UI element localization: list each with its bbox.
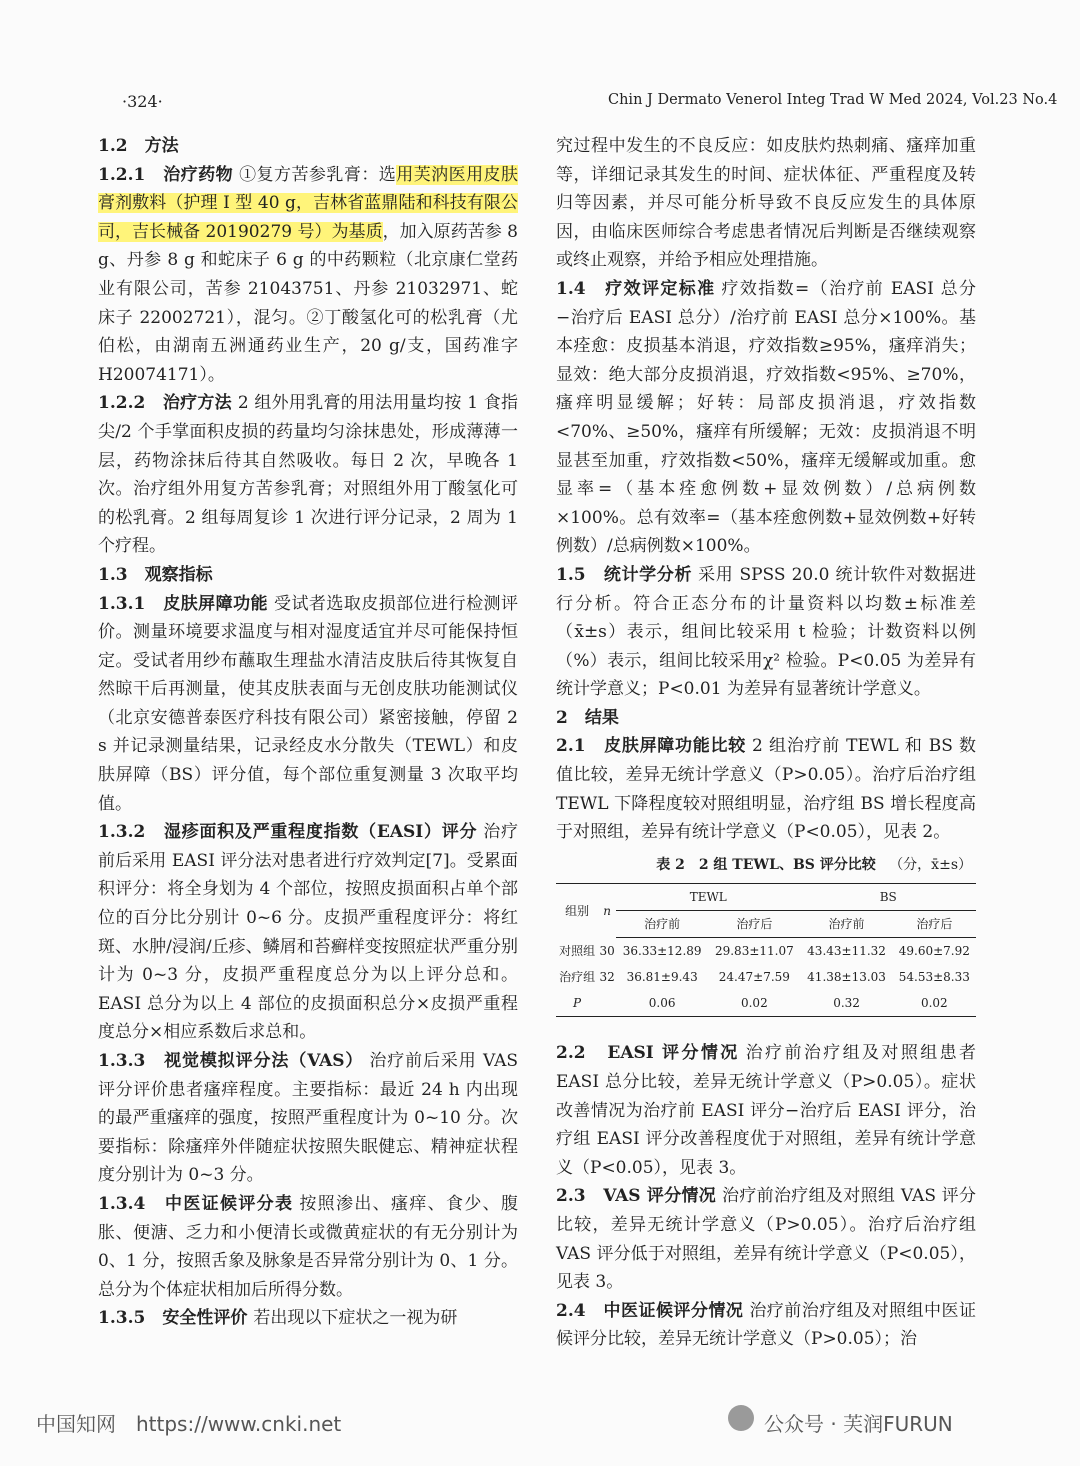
section-1-3: 1.3 观察指标 (98, 564, 213, 585)
text: 2 组外用乳膏的用法用量均按 1 食指尖/2 个手掌面积皮损的药量均匀涂抹患处，形成薄薄一层，药物涂抹后待其自然吸收。每日 2 次，早晚各 1 次。治疗组外用复方苦参乳膏；对照组外用丁酸氢化可的松乳膏。2 组每周复诊 1 次进行评分记录，2 周为 1 个疗程。 (98, 393, 519, 557)
cell: 0.06 (648, 996, 676, 1011)
section-1-3-5 (98, 1304, 518, 1333)
heading: 1.3.4 中医证候评分表 (98, 1193, 294, 1214)
heading: 1.5 统计学分析 (556, 564, 693, 585)
heading: 2.3 VAS 评分情况 (556, 1186, 717, 1207)
text: 疗效指数=（治疗前 EASI 总分−治疗后 EASI 总分）/治疗前 EASI 总分×100%。基本痊愈：皮损基本消退，疗效指数≥95%，瘙痒消失；显效：绝大部分皮损消退，疗效指数<95%、≥70%，瘙痒明显缓解；好转：局部皮损消退，疗效指数<70%、≥50%，瘙痒有所缓解；无效：皮损消退不明显甚至加重，疗效指数<50%，瘙痒无缓解或加重。愈显率=（基本痊愈例数+显效例数）/总病例数×100%。总有效率=（基本痊愈例数+显效例数+好转例数）/总病例数×100%。 (556, 278, 977, 557)
table-unit: （分，x̄±s） (889, 856, 972, 873)
wechat-account[interactable]: 公众号 · 芙润FURUN (764, 1412, 953, 1436)
section-1-4 (556, 275, 976, 561)
section-2-1 (556, 732, 976, 846)
section-1-2-2 (98, 389, 518, 561)
col-bs: BS (800, 884, 976, 911)
section-1-3-1 (98, 590, 518, 819)
cell: 36.81±9.43 (626, 970, 698, 985)
section-2-2 (556, 1039, 976, 1182)
cell: 24.47±7.59 (718, 970, 790, 985)
section-1-2-1 (98, 161, 518, 390)
right-column (556, 132, 976, 1354)
heading: 1.2.2 治疗方法 (98, 393, 232, 414)
heading: 1.2.1 治疗药物 (98, 164, 234, 185)
cell: 32 (599, 970, 615, 985)
cell: 0.02 (920, 996, 948, 1011)
heading: 2.2 EASI 评分情况 (556, 1043, 740, 1064)
heading: 1.3.3 视觉模拟评分法（VAS） (98, 1051, 364, 1071)
cell: 49.60±7.92 (898, 944, 970, 959)
section-1-3-3 (98, 1047, 518, 1190)
table-row (556, 990, 976, 1017)
text: ①复方苦参乳膏：选 (239, 164, 397, 185)
cell: P (573, 996, 582, 1011)
sub-after: 治疗后 (708, 911, 800, 938)
sub-before: 治疗前 (800, 911, 892, 938)
cell: 对照组 (559, 944, 596, 959)
section-2-3 (556, 1182, 976, 1296)
wechat-icon (728, 1405, 754, 1431)
sub-before: 治疗前 (616, 911, 708, 938)
section-1-3-2 (98, 818, 518, 1047)
cell: 30 (599, 944, 615, 959)
text: 治疗前治疗组及对照组中医证候评分比较，差异无统计学意义（P>0.05）；治 (556, 1300, 976, 1350)
cell: 43.43±11.32 (807, 944, 886, 959)
text: 治疗前后采用 EASI 评分法对患者进行疗效判定[7]。受累面积评分：将全身划为 4 个部位，按照皮损面积占单个部位的百分比分别计 0~6 分。皮损严重程度评分：将红斑、水肿/浸润/丘疹、鳞屑和苔癣样变按照症状严重分别计为 0~3 分，皮损严重程度总分为以上评分总和。EASI 总分为以上 4 部位的皮损面积总分×皮损严重程度总分×相应系数后求总和。 (98, 822, 519, 1043)
section-1-3-4 (98, 1190, 518, 1304)
left-column (98, 132, 518, 1333)
heading: 2.1 皮肤屏障功能比较 (556, 736, 747, 757)
continued-paragraph: 究过程中发生的不良反应：如皮肤灼热刺痛、瘙痒加重等，详细记录其发生的时间、症状体征、严重程度及转归等因素，并尽可能分析导致不良反应发生的具体原因，由临床医师综合考虑患者情况后判断是否继续观察或终止观察，并给予相应处理措施。 (556, 136, 976, 271)
highlighted-text: 用芙汭医用皮肤膏剂敷料（护理 I 型 40 g，吉林省蓝鼎陆和科技有限公司，吉长械备 20190279 号）为基质 (98, 164, 519, 242)
col-n: n (603, 904, 611, 919)
table-caption: 表 2 2 组 TEWL、BS 评分比较 (656, 856, 876, 873)
table-row (556, 964, 976, 990)
text: 若出现以下症状之一视为研 (253, 1308, 458, 1329)
table-title (556, 851, 976, 880)
table-row (556, 938, 976, 965)
text: 采用 SPSS 20.0 统计软件对数据进行分析。符合正态分布的计量资料以均数±标准差（x̄±s）表示，组间比较采用 t 检验；计数资料以例（%）表示，组间比较采用χ² 检验。P<0.05 为差异有统计学意义；P<0.01 为差异有显著统计学意义。 (556, 564, 977, 700)
cell: 0.02 (740, 996, 768, 1011)
page-number: ·324· (122, 92, 163, 111)
results-table (556, 883, 976, 1017)
text: 治疗前治疗组及对照组 VAS 评分比较，差异无统计学意义（P>0.05）。治疗后治疗组 VAS 评分低于对照组，差异有统计学意义（P<0.05），见表 3。 (556, 1186, 976, 1293)
cell: 0.32 (833, 996, 860, 1011)
heading: 1.3.2 湿疹面积及严重程度指数（EASI）评分 (98, 822, 478, 843)
sub-after: 治疗后 (893, 911, 976, 938)
cell: 54.53±8.33 (898, 970, 970, 985)
text: 2 组治疗前 TEWL 和 BS 数值比较，差异无统计学意义（P>0.05）。治疗后治疗组 TEWL 下降程度较对照组明显，治疗组 BS 增长程度高于对照组，差异有统计学意义（P<0.05），见表 2。 (556, 736, 976, 843)
heading: 1.4 疗效评定标准 (556, 278, 716, 299)
text: 治疗前治疗组及对照组患者 EASI 总分比较，差异无统计学意义（P>0.05）。症状改善情况为治疗前 EASI 评分−治疗后 EASI 评分，治疗组 EASI 评分改善程度优于对照组，差异有统计学意义（P<0.05），见表 3。 (556, 1043, 977, 1178)
cell: 29.83±11.07 (714, 944, 794, 959)
journal-header: Chin J Dermato Venerol Integ Trad W Med 2024, Vol.23 No.4 (608, 92, 1058, 108)
text: ，加入原药苦参 8 g、丹参 8 g 和蛇床子 6 g 的中药颗粒（北京康仁堂药业有限公司，苦参 21043751、丹参 21032971、蛇床子 22002721），混匀。②丁酸氢化可的松乳膏（尤伯松，由湖南五洲通药业生产，20 g/支，国药准字 H20074171）。 (98, 221, 518, 385)
cell (598, 990, 616, 1017)
text: 按照渗出、瘙痒、食少、腹胀、便溏、乏力和小便清长或微黄症状的有无分别计为 0、1 分，按照舌象及脉象是否异常分别计为 0、1 分。总分为个体症状相加后所得分数。 (98, 1193, 518, 1300)
cnki-watermark[interactable]: 中国知网 https://www.cnki.net (36, 1412, 342, 1436)
col-tewl: TEWL (616, 884, 800, 911)
cell: 36.33±12.89 (622, 944, 702, 959)
section-1-5 (556, 561, 976, 704)
cell: 41.38±13.03 (807, 970, 886, 985)
text: 治疗前后采用 VAS 评分评价患者瘙痒程度。主要指标：最近 24 h 内出现的最严重瘙痒的强度，按照严重程度计为 0~10 分。次要指标：除瘙痒外伴随症状按照失眠健忘、精神症状程度分别计为 0~3 分。 (98, 1051, 518, 1186)
section-1-2: 1.2 方法 (98, 136, 179, 156)
section-2-4 (556, 1297, 976, 1354)
section-2: 2 结果 (556, 707, 619, 728)
col-group: 组别 (565, 904, 590, 919)
heading: 1.3.5 安全性评价 (98, 1308, 248, 1329)
heading: 1.3.1 皮肤屏障功能 (98, 593, 269, 614)
heading: 2.4 中医证候评分情况 (556, 1300, 744, 1321)
cell: 治疗组 (559, 970, 596, 985)
text: 受试者选取皮损部位进行检测评价。测量环境要求温度与相对湿度适宜并尽可能保持恒定。受试者用纱布蘸取生理盐水清洁皮肤后待其恢复自然晾干后再测量，使其皮肤表面与无创皮肤功能测试仪（北京安德普泰医疗科技有限公司）紧密接触，停留 2 s 并记录测量结果，记录经皮水分散失（TEWL）和皮肤屏障（BS）评分值，每个部位重复测量 3 次取平均值。 (98, 593, 519, 814)
